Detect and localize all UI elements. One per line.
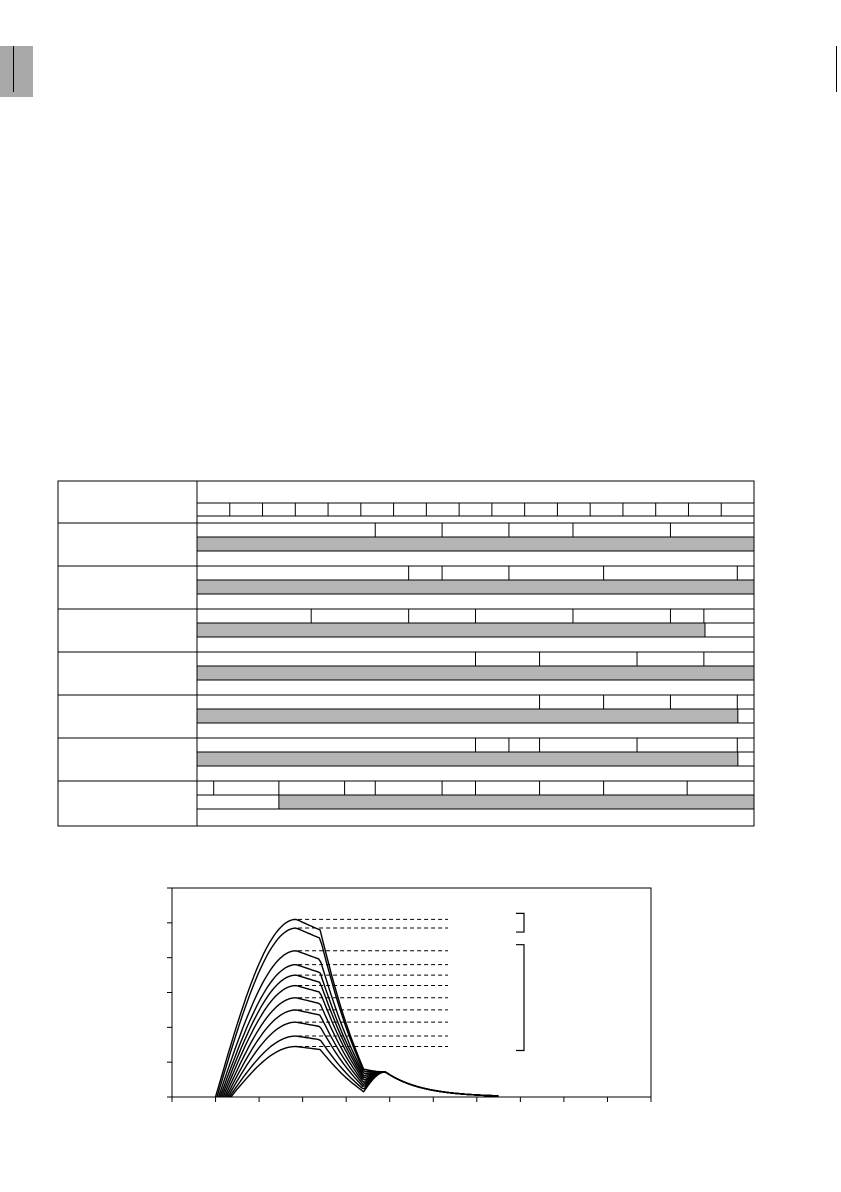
schedule-grid: [58, 481, 754, 826]
series-line: [220, 965, 497, 1097]
series-line: [225, 998, 497, 1097]
schedule-bar: [279, 795, 754, 809]
series-group-bracket: [516, 945, 524, 1051]
series-line: [216, 919, 499, 1097]
schedule-bar: [197, 580, 754, 594]
series-line: [222, 975, 499, 1097]
table-border: [58, 481, 754, 826]
series-line: [231, 1047, 499, 1098]
series-line: [219, 951, 498, 1097]
plot-frame: [172, 888, 651, 1097]
series-line: [223, 986, 497, 1097]
schedule-bar: [197, 709, 738, 723]
schedule-bar: [197, 537, 754, 551]
schedule-bar: [197, 666, 754, 680]
schedule-bar: [197, 623, 705, 637]
series-line: [228, 1022, 498, 1097]
series-line: [229, 1036, 497, 1097]
series-line: [226, 1010, 498, 1097]
schedule-bar: [197, 752, 738, 766]
series-group-bracket: [516, 913, 524, 932]
series-line: [217, 928, 498, 1097]
chart-plot: [167, 888, 651, 1102]
